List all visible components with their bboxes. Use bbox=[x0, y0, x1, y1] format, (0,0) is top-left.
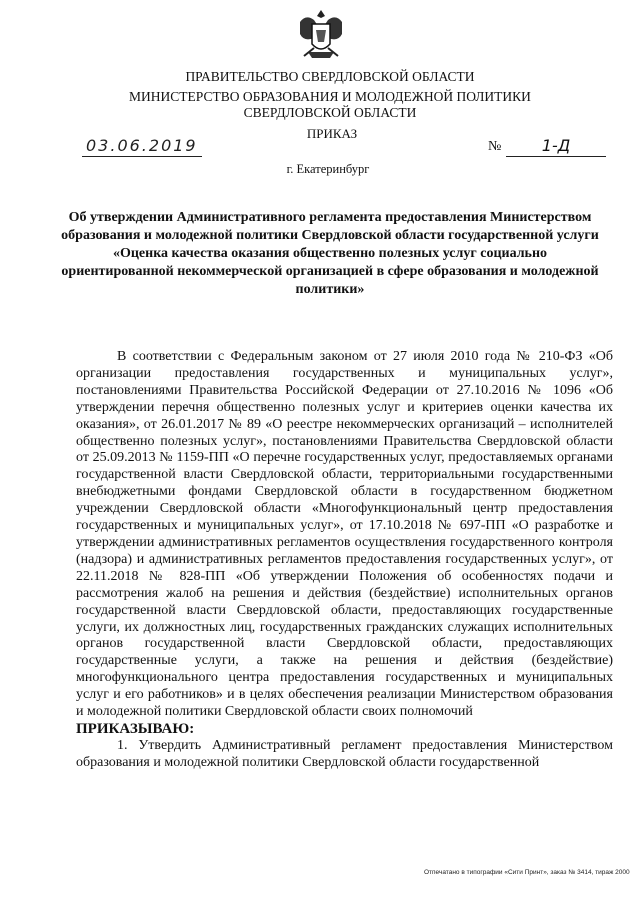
item-1-paragraph: 1. Утвердить Административный регламент предоставления Министерством образования и молодежной политики Свердловской области государственной bbox=[76, 737, 613, 770]
number-label: № bbox=[488, 139, 502, 154]
city: г. Екатеринбург bbox=[286, 162, 370, 176]
document-type: ПРИКАЗ bbox=[306, 126, 358, 141]
print-footer: Отпечатано в типографии «Сити Принт», заказ № 3414, тираж 2000 bbox=[424, 869, 630, 876]
document-title: Об утверждении Административного регламента предоставления Министерством образования и молодежной политики Свердловской области государственной услуги «Оценка качества оказания общественно полезных услуг социально ориентированной некоммерческой организацией в сфере образования и молодежной политики» bbox=[61, 210, 599, 297]
document-body bbox=[76, 349, 613, 772]
ministry-line-2: СВЕРДЛОВСКОЙ ОБЛАСТИ bbox=[243, 105, 417, 120]
order-date: 03.06.2019 bbox=[82, 136, 202, 157]
ministry-line-1: МИНИСТЕРСТВО ОБРАЗОВАНИЯ И МОЛОДЕЖНОЙ ПОЛИТИКИ bbox=[129, 89, 531, 104]
prikazyvayu-heading: ПРИКАЗЫВАЮ: bbox=[76, 720, 195, 737]
order-number: 1-Д bbox=[506, 136, 606, 157]
ministry-name bbox=[10, 89, 640, 121]
coat-of-arms-icon bbox=[296, 8, 346, 62]
government-name: ПРАВИТЕЛЬСТВО СВЕРДЛОВСКОЙ ОБЛАСТИ bbox=[185, 69, 475, 84]
preamble-paragraph: В соответствии с Федеральным законом от 27 июля 2010 года № 210-ФЗ «Об организации предоставления государственных и муниципальных услуг», постановлениями Правительства Российской Федерации от 27.10.2016 № 1096 «Об утверждении перечня общественно полезных услуг и критериев оценки качества их оказания», от 26.01.2017 № 89 «О реестре некоммерческих организаций – исполнителей общественно полезных услуг», постановлениями Правительства Свердловской области от 25.09.2013 № 1159-ПП «О перечне государственных услуг, предоставляемых органами государственной власти Свердловской области, территориальными государственными внебюджетными фондами Свердловской области в государственном бюджетном учреждении Свердловской области «Многофункциональный центр предоставления государственных и муниципальных услуг», от 17.10.2018 № 697-ПП «О разработке и утверждении административных регламентов осуществления государственного контроля (надзора) и административных регламентов предоставления государственных услуг», от 22.11.2018 № 828-ПП «Об утверждении Положения об особенностях подачи и рассмотрения жалоб на решения и действия (бездействие) исполнительных органов государственной власти Свердловской области, предоставляющих государственные услуги, их должностных лиц, государственных гражданских служащих исполнительных органов государственной власти Свердловской области, предоставляющих государственные услуги, а также на решения и действия (бездействие) многофункционального центра предоставления государственных и муниципальных услуг и его работников» и в целях обеспечения реализации Министерством образования и молодежной политики Свердловской области своих полномочий bbox=[76, 349, 613, 720]
